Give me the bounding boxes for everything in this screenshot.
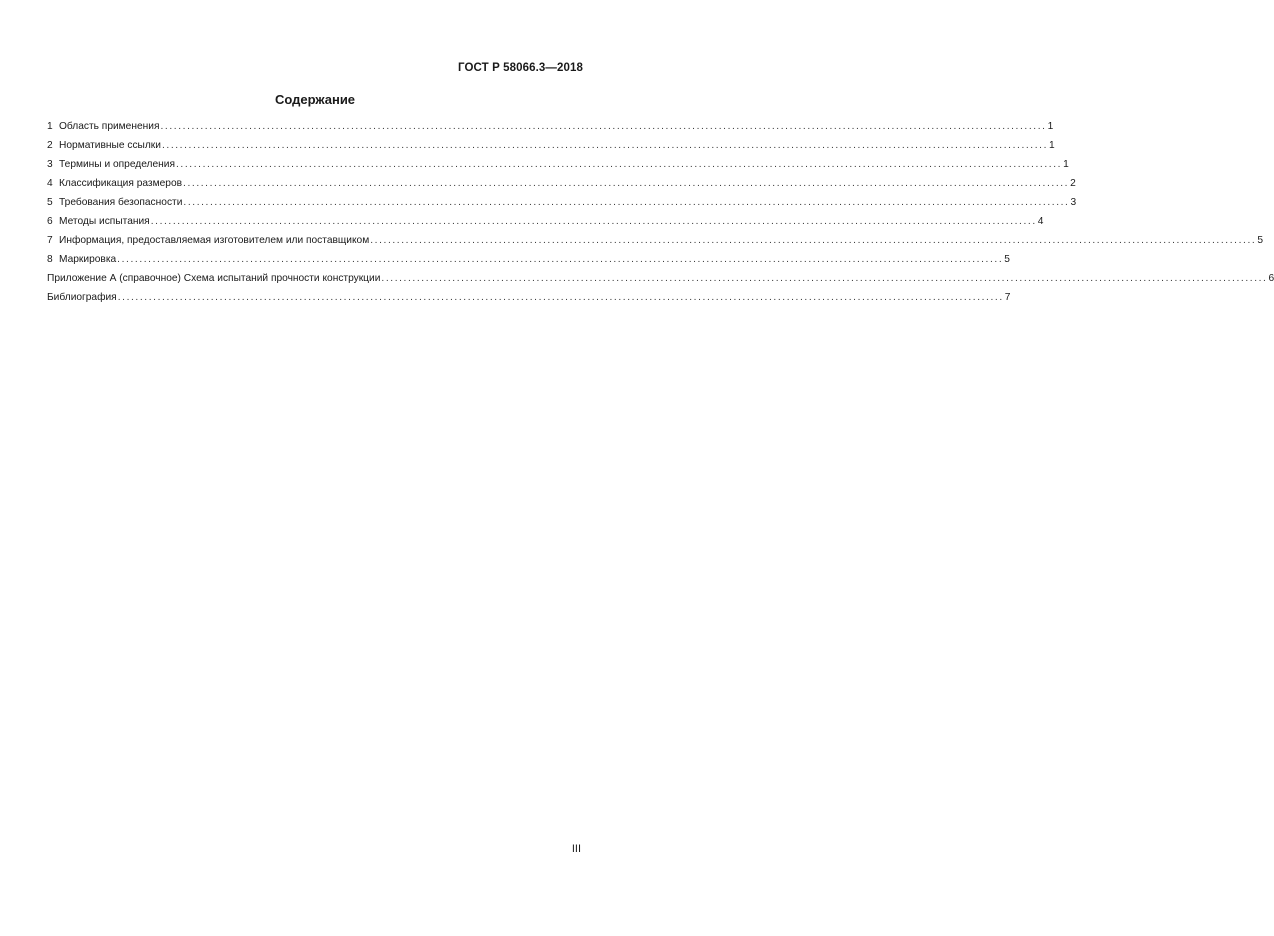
toc-entry-label: Классификация размеров [59,178,183,189]
toc-entry-label: Методы испытания [59,216,150,227]
toc-leader-dots: ........................................................................................................................................................................................................ [150,216,1037,227]
toc-entry-page: 4 [1037,216,1044,227]
toc-leader-dots: ........................................................................................................................................................................................................ [160,121,1047,132]
table-of-contents [47,121,1274,311]
toc-entry-number: 5 [47,197,53,208]
toc-entry-3[interactable] [47,159,1069,178]
toc-entry-page: 1 [1063,159,1069,170]
toc-entry-label: Требования безопасности [59,197,183,208]
toc-entry-label: Приложение А (справочное) Схема испытаний прочности конструкции [47,273,381,284]
toc-entry-7[interactable] [47,235,1263,254]
toc-entry-number: 4 [47,178,53,189]
toc-entry-page: 1 [1047,121,1054,132]
toc-entry-number: 6 [47,216,53,227]
toc-entry-appendix-a[interactable] [47,273,1274,292]
toc-entry-6[interactable] [47,216,1044,235]
toc-leader-dots: ........................................................................................................................................................................................................ [117,254,1004,265]
toc-entry-page: 7 [1004,292,1011,303]
toc-leader-dots: ........................................................................................................................................................................................................ [381,273,1268,284]
toc-entry-8[interactable] [47,254,1010,273]
toc-leader-dots: ........................................................................................................................................................................................................ [183,197,1070,208]
toc-entry-number: 3 [47,159,53,170]
page-number: III [571,843,581,855]
toc-leader-dots: ........................................................................................................................................................................................................ [175,159,1063,170]
toc-entry-number: 7 [47,235,53,246]
toc-entry-number: 1 [47,121,53,132]
toc-title: Содержание [274,92,356,107]
toc-entry-label: Термины и определения [59,159,175,170]
toc-leader-dots: ........................................................................................................................................................................................................ [161,140,1049,151]
toc-entry-page: 5 [1004,254,1010,265]
toc-entry-page: 5 [1257,235,1263,246]
toc-leader-dots: ........................................................................................................................................................................................................ [117,292,1004,303]
toc-entry-page: 6 [1268,273,1274,284]
toc-entry-label: Информация, предоставляемая изготовителем или поставщиком [59,235,370,246]
toc-entry-label: Область применения [59,121,160,132]
toc-entry-1[interactable] [47,121,1054,140]
toc-entry-label: Маркировка [59,254,117,265]
toc-entry-bibliography[interactable] [47,292,1011,311]
document-code: ГОСТ Р 58066.3—2018 [458,62,583,74]
toc-entry-5[interactable] [47,197,1077,216]
toc-entry-number: 8 [47,254,53,265]
toc-entry-label: Библиография [47,292,117,303]
toc-leader-dots: ........................................................................................................................................................................................................ [370,235,1257,246]
toc-leader-dots: ........................................................................................................................................................................................................ [183,178,1070,189]
toc-entry-page: 2 [1070,178,1076,189]
toc-entry-4[interactable] [47,178,1076,197]
toc-entry-page: 3 [1070,197,1077,208]
toc-entry-2[interactable] [47,140,1055,159]
toc-entry-number: 2 [47,140,53,151]
toc-entry-label: Нормативные ссылки [59,140,161,151]
toc-entry-page: 1 [1049,140,1055,151]
